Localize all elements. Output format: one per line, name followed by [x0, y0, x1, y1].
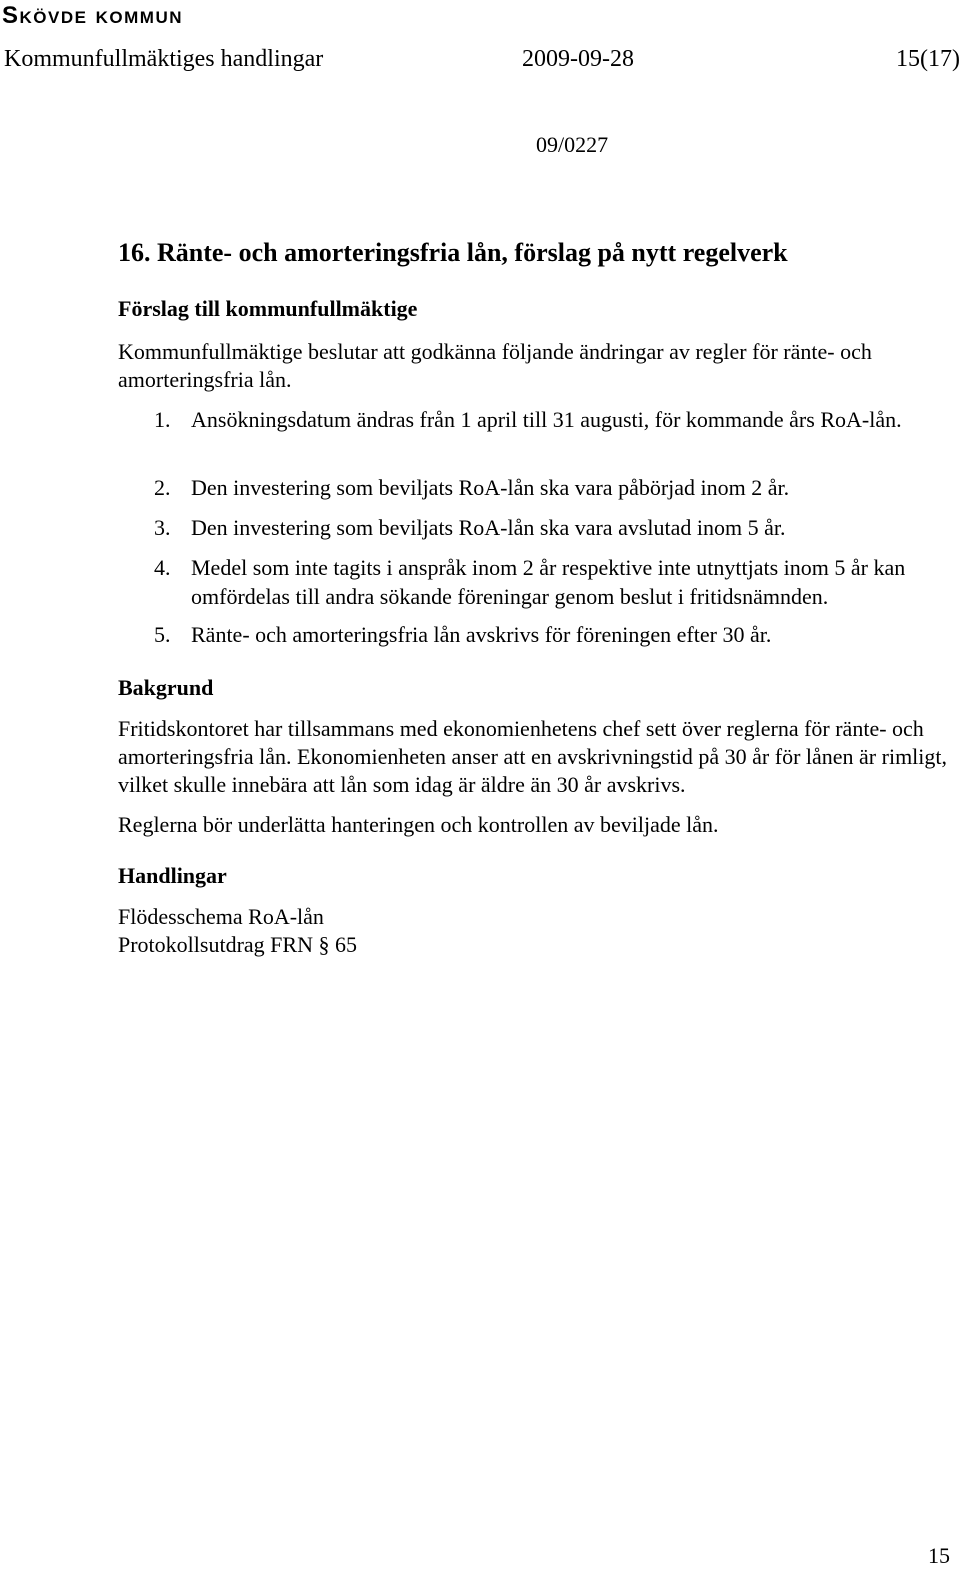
documents-item: Flödesschema RoA-lån [118, 904, 324, 929]
list-item-number: 5. [154, 622, 171, 647]
list-item-text: Den investering som beviljats RoA-lån ska vara påbörjad inom 2 år. [191, 475, 790, 500]
header-page-number: 15(17) [896, 46, 960, 72]
documents-heading: Handlingar [118, 863, 227, 888]
document-number: 09/0227 [536, 132, 609, 157]
list-item-text: Ansökningsdatum ändras från 1 april till 31 augusti, för kommande års RoA-lån. [191, 407, 902, 432]
documents-item: Protokollsutdrag FRN § 65 [118, 932, 357, 957]
list-item-number: 2. [154, 475, 171, 500]
list-item-text: Ränte- och amorteringsfria lån avskrivs för föreningen efter 30 år. [191, 622, 772, 647]
list-item-text: Medel som inte tagits i anspråk inom 2 år respektive inte utnyttjats inom 5 år kan omfördelas till andra sökande föreningar genom beslut i fritidsnämnden. [191, 555, 906, 609]
section-title: 16. Ränte- och amorteringsfria lån, förslag på nytt regelverk [118, 238, 788, 267]
header-title: Kommunfullmäktiges handlingar [4, 46, 324, 72]
header-date: 2009-09-28 [522, 46, 634, 72]
list-item-text: Den investering som beviljats RoA-lån ska vara avslutad inom 5 år. [191, 515, 786, 540]
proposal-intro: Kommunfullmäktige beslutar att godkänna följande ändringar av regler för ränte- och amorteringsfria lån. [118, 339, 872, 392]
list-item-number: 3. [154, 515, 171, 540]
background-paragraph: Reglerna bör underlätta hanteringen och kontrollen av beviljade lån. [118, 812, 719, 837]
footer-page-number: 15 [928, 1543, 950, 1568]
list-item-number: 1. [154, 407, 171, 432]
list-item-number: 4. [154, 555, 171, 580]
municipality-logo: Skövde kommun [2, 2, 184, 29]
background-heading: Bakgrund [118, 675, 214, 700]
proposal-heading: Förslag till kommunfullmäktige [118, 296, 418, 321]
background-paragraph: Fritidskontoret har tillsammans med ekonomienhetens chef sett över reglerna för ränte- och amorteringsfria lån. Ekonomienheten anser att en avskrivningstid på 30 år för lånen är rimligt, vilket skulle innebära att lån som idag är äldre än 30 år avskrivs. [118, 716, 948, 797]
